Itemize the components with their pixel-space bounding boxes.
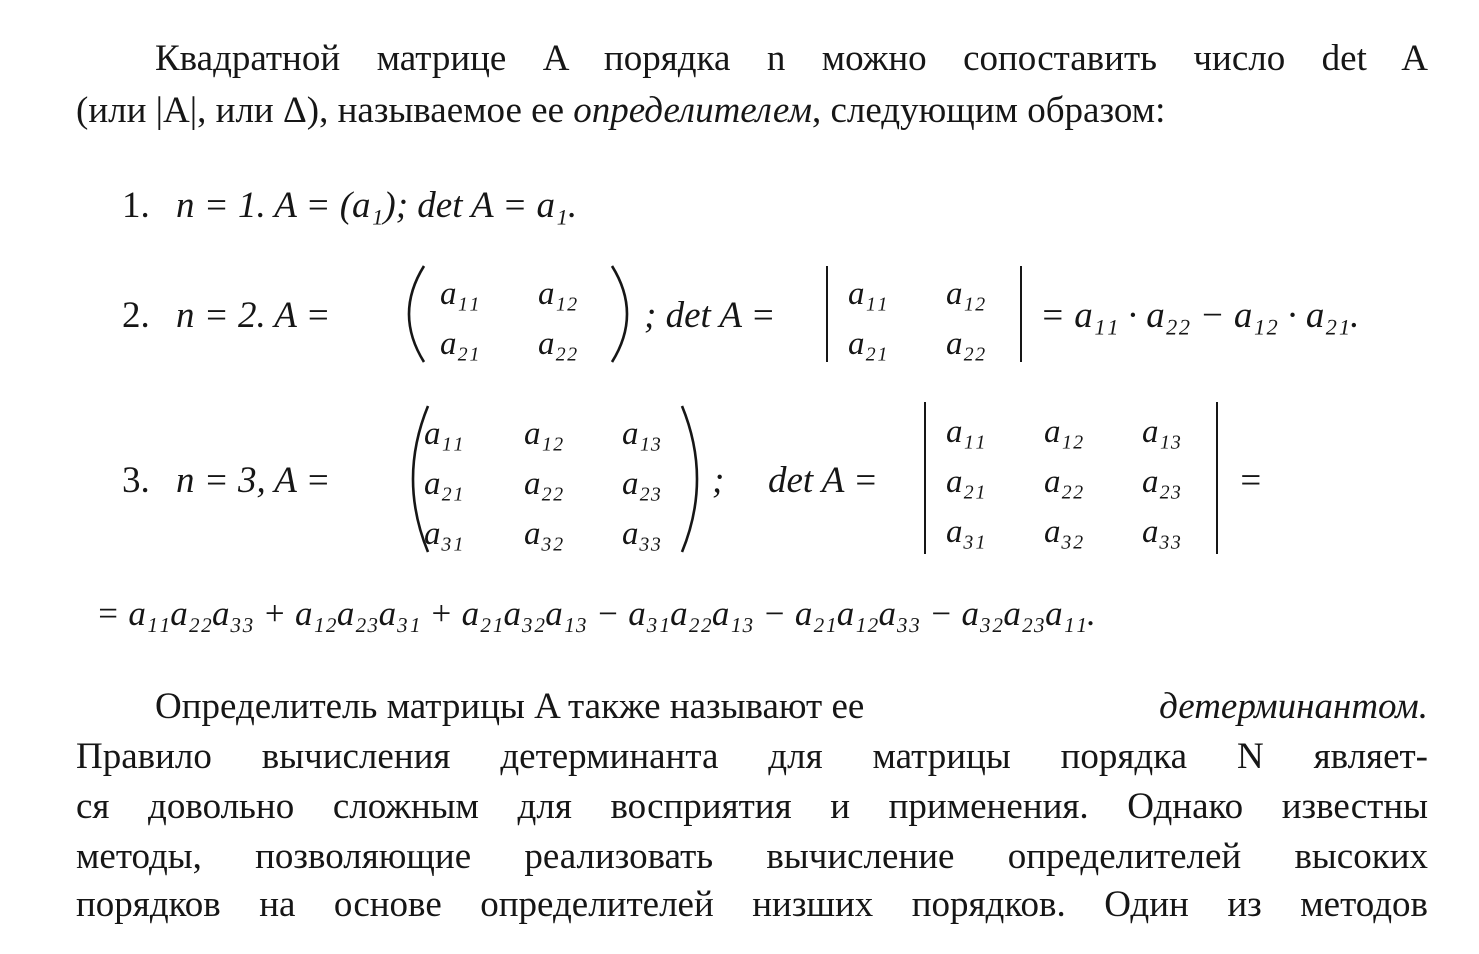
intro-line-1: Квадратной матрице A порядка n можно сопоставить число det A xyxy=(155,38,1428,79)
intro-line-2-end: , следующим образом: xyxy=(811,90,1166,131)
determinant-cell: a₁₁ xyxy=(946,414,986,450)
term-determinant: определителем xyxy=(573,90,812,131)
determinant-cell: a₂₁ xyxy=(848,326,888,362)
determinant-cell: a₃₃ xyxy=(1142,514,1182,550)
matrix-cell: a₃₃ xyxy=(622,516,662,552)
paragraph-2-line-5: порядков на основе определителей низших порядков. Один из методов xyxy=(76,884,1428,925)
case-3-equals: = xyxy=(1238,460,1263,501)
case-2-det-left-bar xyxy=(826,266,828,362)
matrix-cell: a₃₁ xyxy=(424,516,464,552)
matrix-cell: a₁₁ xyxy=(440,276,480,312)
case-3-det-right-bar xyxy=(1216,402,1218,554)
determinant-cell: a₁₂ xyxy=(1044,414,1084,450)
matrix-cell: a₂₂ xyxy=(538,326,578,362)
case-1-formula: n = 1. A = (a₁); det A = a₁. xyxy=(176,185,578,226)
paragraph-2-line-4: методы, позволяющие реализовать вычисление определителей высоких xyxy=(76,836,1428,877)
matrix-cell: a₁₂ xyxy=(524,416,564,452)
determinant-cell: a₃₁ xyxy=(946,514,986,550)
determinant-cell: a₁₂ xyxy=(946,276,986,312)
matrix-cell: a₁₃ xyxy=(622,416,662,452)
case-2-det-right-bar xyxy=(1020,266,1022,362)
matrix-cell: a₂₁ xyxy=(440,326,480,362)
intro-line-2 xyxy=(76,92,1428,129)
matrix-cell: a₂₁ xyxy=(424,466,464,502)
paragraph-2-line-1 xyxy=(155,688,1428,725)
determinant-cell: a₁₃ xyxy=(1142,414,1182,450)
paragraph-2-line-1-text: Определитель матрицы A также называют ее xyxy=(155,686,865,727)
matrix-cell: a₂₃ xyxy=(622,466,662,502)
case-2-matrix-right-paren xyxy=(606,264,642,364)
paragraph-2-line-2: Правило вычисления детерминанта для матрицы порядка N являет- xyxy=(76,736,1428,777)
intro-line-2-start: (или |A|, или Δ), называемое ее xyxy=(76,90,574,131)
case-2-lead: n = 2. A = xyxy=(176,295,331,336)
determinant-cell: a₃₂ xyxy=(1044,514,1084,550)
case-1-number: 1. xyxy=(122,185,150,226)
case-2-matrix-left-paren xyxy=(394,264,430,364)
case-3-det-left-bar xyxy=(924,402,926,554)
case-3-matrix-right-paren xyxy=(678,404,712,554)
case-3-number: 3. xyxy=(122,460,150,501)
matrix-cell: a₂₂ xyxy=(524,466,564,502)
matrix-cell: a₁₁ xyxy=(424,416,464,452)
case-2-number: 2. xyxy=(122,295,150,336)
determinant-cell: a₂₁ xyxy=(946,464,986,500)
term-determinant-alt: детерминантом. xyxy=(1159,686,1428,727)
case-3-separator: ; xyxy=(712,460,725,501)
case-3-expansion: = a₁₁a₂₂a₃₃ + a₁₂a₂₃a₃₁ + a₂₁a₃₂a₁₃ − a₃₁a₂₂a₁₃ − a₂₁a₁₂a₃₃ − a₃₂a₂₃a₁₁. xyxy=(96,594,1096,633)
determinant-cell: a₂₂ xyxy=(1044,464,1084,500)
matrix-cell: a₃₂ xyxy=(524,516,564,552)
case-3-det-label: det A = xyxy=(768,460,878,501)
determinant-cell: a₁₁ xyxy=(848,276,888,312)
case-3-lead: n = 3, A = xyxy=(176,460,331,501)
paragraph-2-line-3: ся довольно сложным для восприятия и применения. Однако известны xyxy=(76,786,1428,827)
case-2-result: = a₁₁ · a₂₂ − a₁₂ · a₂₁. xyxy=(1040,295,1360,336)
matrix-cell: a₁₂ xyxy=(538,276,578,312)
case-2-det-label: ; det A = xyxy=(644,295,776,336)
determinant-cell: a₂₃ xyxy=(1142,464,1182,500)
determinant-cell: a₂₂ xyxy=(946,326,986,362)
